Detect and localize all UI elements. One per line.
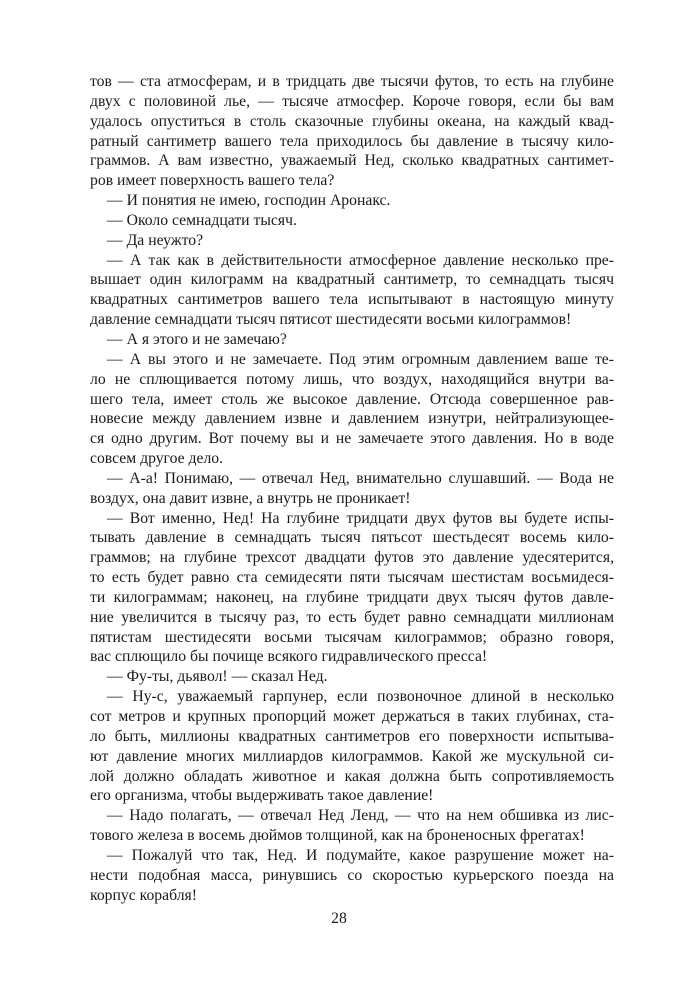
body-text [90,72,614,905]
text-line: пятистам шестидесяти восьми тысячам килограммов; образно говоря, [90,628,614,646]
text-line: — И понятия не имею, господин Аронакс. [107,192,391,210]
text-line: нести подобная масса, ринувшись со скоростью курьерского поезда на [90,866,614,884]
text-line: шего тела, имеет столь же высокое давление. Отсюда совершенное рав- [90,390,614,408]
text-line: ратный сантиметр вашего тела приходилось бы давление в тысячу кило- [90,132,614,150]
text-line: двух с половиной лье, — тысяче атмосфер. Короче говоря, если бы вам [90,92,614,110]
text-line: граммов; на глубине трехсот двадцати футов это давление удесятерится, [90,549,614,567]
text-line: его организма, чтобы выдерживать такое давление! [90,787,434,805]
text-line: — Около семнадцати тысяч. [107,211,297,229]
text-line: ло быть, миллионы квадратных сантиметров его поверхности испытыва- [90,727,614,745]
text-line: — Пожалуй что так, Нед. И подумайте, какое разрушение может на- [107,846,614,864]
text-line: — А так как в действительности атмосферное давление несколько пре- [107,251,614,269]
text-line: — Вот именно, Нед! На глубине тридцати двух футов вы будете испы- [107,509,614,527]
text-line: то есть будет равно ста семидесяти пяти тысячам шестистам восьмидеся- [90,569,614,587]
text-line: — Фу-ты, дьявол! — сказал Нед. [107,668,328,686]
text-line: ют давление многих миллиардов килограммов. Какой же мускульной си- [90,747,614,765]
text-line: ти килограммам; наконец, на глубине тридцати двух тысяч футов давле- [90,588,614,606]
text-line: — А-а! Понимаю, — отвечал Нед, внимательно слушавший. — Вода не [107,469,614,487]
text-line: ся одно другим. Вот почему вы и не замечаете этого давления. Но в воде [90,430,614,448]
book-page [90,72,614,905]
text-line: — Надо полагать, — отвечал Нед Ленд, — что на нем обшивка из лис- [107,807,614,825]
text-line: — А вы этого и не замечаете. Под этим огромным давлением ваше те- [107,350,614,368]
text-line: вас сплющило бы почище всякого гидравлического пресса! [90,648,488,666]
text-line: тов — ста атмосферам, и в тридцать две тысячи футов, то есть на глубине [90,73,614,90]
text-line: — Да неужто? [107,231,204,249]
page-number: 28 [331,910,347,927]
text-line: давление семнадцати тысяч пятисот шестидесяти восьми килограммов! [90,311,572,329]
text-line: удалось опуститься в столь сказочные глубины океана, на каждый квад- [90,112,614,130]
text-line: новесие между давлением извне и давлением изнутри, нейтрализующее- [90,410,614,428]
text-line: вышает один килограмм на квадратный сантиметр, то семнадцать тысяч [90,271,614,289]
text-line: сот метров и крупных пропорций может держаться в таких глубинах, ста- [90,708,614,725]
text-line: ние увеличится в тысячу раз, то есть будет равно семнадцати миллионам [90,608,614,626]
text-line: совсем другое дело. [90,450,224,468]
text-line: ло не сплющивается потому лишь, что воздух, находящийся внутри ва- [90,370,614,388]
text-line: тывать давление в семнадцать тысяч пятьсот шестьдесят восемь кило- [90,529,614,547]
text-line: корпус корабля! [90,886,197,904]
text-line: воздух, она давит извне, а внутрь не проникает! [90,489,411,507]
text-line: тового железа в восемь дюймов толщиной, как на броненосных фрегатах! [90,827,585,845]
text-line: — Ну-с, уважаемый гарпунер, если позвоночное длиной в несколько [107,688,614,706]
text-line: лой должно обладать животное и какая должна быть сопротивляемость [90,767,614,785]
text-line: квадратных сантиметров вашего тела испытывают в настоящую минуту [90,291,614,309]
text-line: ров имеет поверхность вашего тела? [90,172,335,190]
text-line: граммов. А вам известно, уважаемый Нед, сколько квадратных сантимет- [90,152,614,170]
text-line: — А я этого и не замечаю? [107,330,287,348]
